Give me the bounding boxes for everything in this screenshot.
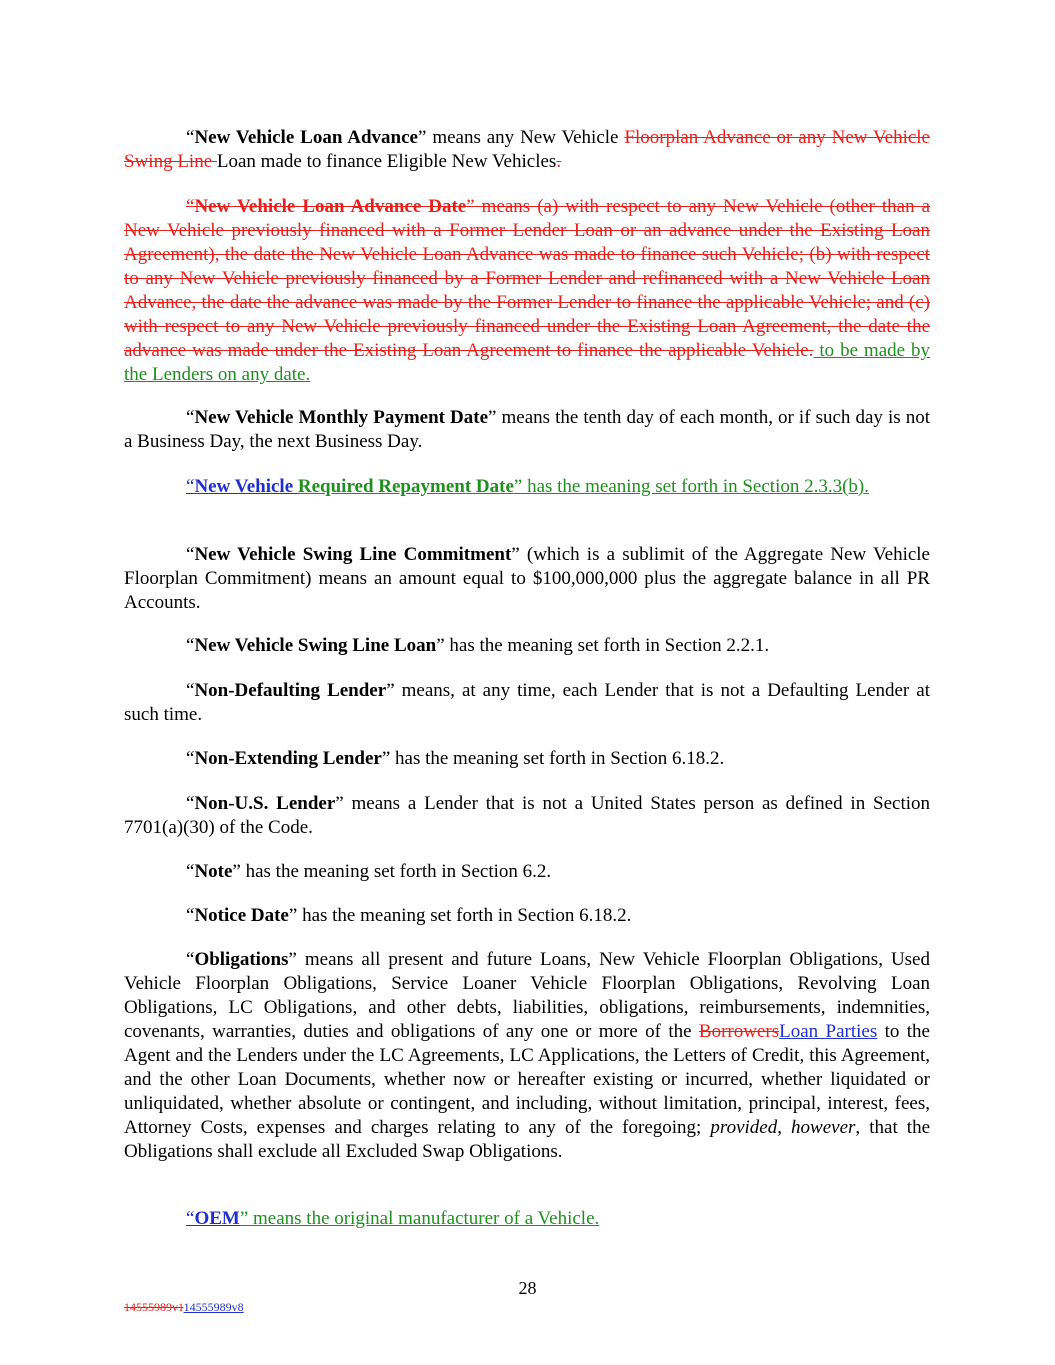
definition-oem <box>124 1207 930 1231</box>
definition-obligations: “Obligations” means all present and future Loans, New Vehicle Floorplan Obligations, Used Vehicle Floorplan Obligations, Service Loaner Vehicle Floorplan Obligations, Revolving Loan Obligations, LC Obligations, and other debts, liabilities, obligations, reimbursements, indemnities, covenants, warranties, duties and obligations of any one or more of the BorrowersLoan Parties to the Agent and the Lenders under the LC Agreements, LC Applications, the Letters of Credit, this Agreement, and the other Loan Documents, whether now or hereafter existing or incurred, whether liquidated or unliquidated, whether absolute or contingent, and including, without limitation, principal, interest, fees, Attorney Costs, expenses and charges relating to any of the foregoing; provided, however, that the Obligations shall exclude all Excluded Swap Obligations. <box>124 949 931 1162</box>
defined-term: Non-Defaulting Lender <box>194 680 387 701</box>
defined-term: Note <box>194 861 233 882</box>
deleted-text: . <box>556 151 562 172</box>
definition-non-us-lender: “Non-U.S. Lender” means a Lender that is not a United States person as defined in Section 7701(a)(30) of the Code. <box>124 793 931 838</box>
defined-term: Non-U.S. Lender <box>194 793 336 814</box>
inserted-text: “New Vehicle Required Repayment Date” has the meaning set forth in Section 2.3.3(b). <box>186 476 870 497</box>
definition-note: “Note” has the meaning set forth in Section 6.2. <box>186 861 552 882</box>
defined-term-inserted-green: Required Repayment Date <box>297 476 514 497</box>
page-number: 28 <box>518 1278 537 1298</box>
docid-inserted: 14555989v8 <box>183 1300 244 1314</box>
document-id <box>124 1300 244 1314</box>
definition-non-defaulting-lender: “Non-Defaulting Lender” means, at any time, each Lender that is not a Defaulting Lender at such time. <box>124 680 930 725</box>
defined-term: Notice Date <box>194 905 289 926</box>
defined-term: New Vehicle Loan Advance Date <box>194 196 467 217</box>
definition-new-vehicle-monthly-payment-date: “New Vehicle Monthly Payment Date” means the tenth day of each month, or if such day is not a Business Day, the next Business Day. <box>124 407 930 452</box>
defined-term: Obligations <box>194 949 289 970</box>
inserted-text: “OEM” means the original manufacturer of a Vehicle. <box>186 1208 600 1229</box>
deleted-text: Borrowers <box>698 1021 780 1042</box>
inserted-text: to be made by the Lenders on any date. <box>124 340 930 385</box>
docid-deleted: 14555989v1 <box>124 1300 184 1314</box>
definition-new-vehicle-swing-line-commitment: “New Vehicle Swing Line Commitment” (which is a sublimit of the Aggregate New Vehicle Floorplan Commitment) means an amount equal to $100,000,000 plus the aggregate balance in all PR Accounts. <box>124 544 930 613</box>
definition-non-extending-lender: “Non-Extending Lender” has the meaning set forth in Section 6.18.2. <box>186 748 725 769</box>
definition-new-vehicle-loan-advance: “New Vehicle Loan Advance” means any New Vehicle Floorplan Advance or any New Vehicle Swing Line Loan made to finance Eligible New Vehicles. <box>124 127 930 172</box>
definition-new-vehicle-required-repayment-date <box>124 475 930 499</box>
defined-term: New Vehicle Loan Advance <box>194 127 418 148</box>
defined-term: New Vehicle Monthly Payment Date <box>194 407 489 428</box>
defined-term-inserted-blue: OEM <box>194 1208 240 1229</box>
definition-new-vehicle-loan-advance-date <box>124 195 930 387</box>
definition-notice-date: “Notice Date” has the meaning set forth in Section 6.18.2. <box>186 905 632 926</box>
deleted-text: “New Vehicle Loan Advance Date” means (a) with respect to any New Vehicle (other than a New Vehicle previously financed with a Former Lender Loan or an advance under the Existing Loan Agreement), the date the New Vehicle Loan Advance was made to finance such Vehicle; (b) with respect to any New Vehicle previously financed by a Former Lender and refinanced with a New Vehicle Loan Advance, the date the advance was made by the Former Lender to finance the applicable Vehicle; and (c) with respect to any New Vehicle previously financed under the Existing Loan Agreement, the date the advance was made under the Existing Loan Agreement to finance the applicable Vehicle. <box>124 196 931 361</box>
defined-term-inserted-blue: New Vehicle <box>194 476 298 497</box>
defined-term: New Vehicle Swing Line Commitment <box>194 544 512 565</box>
inserted-text: Loan Parties <box>779 1021 878 1042</box>
defined-term: Non-Extending Lender <box>194 748 382 769</box>
defined-term: New Vehicle Swing Line Loan <box>194 635 437 656</box>
definition-new-vehicle-swing-line-loan: “New Vehicle Swing Line Loan” has the meaning set forth in Section 2.2.1. <box>186 635 770 656</box>
deleted-text: Floorplan Advance or any New Vehicle Swing Line <box>124 127 930 172</box>
